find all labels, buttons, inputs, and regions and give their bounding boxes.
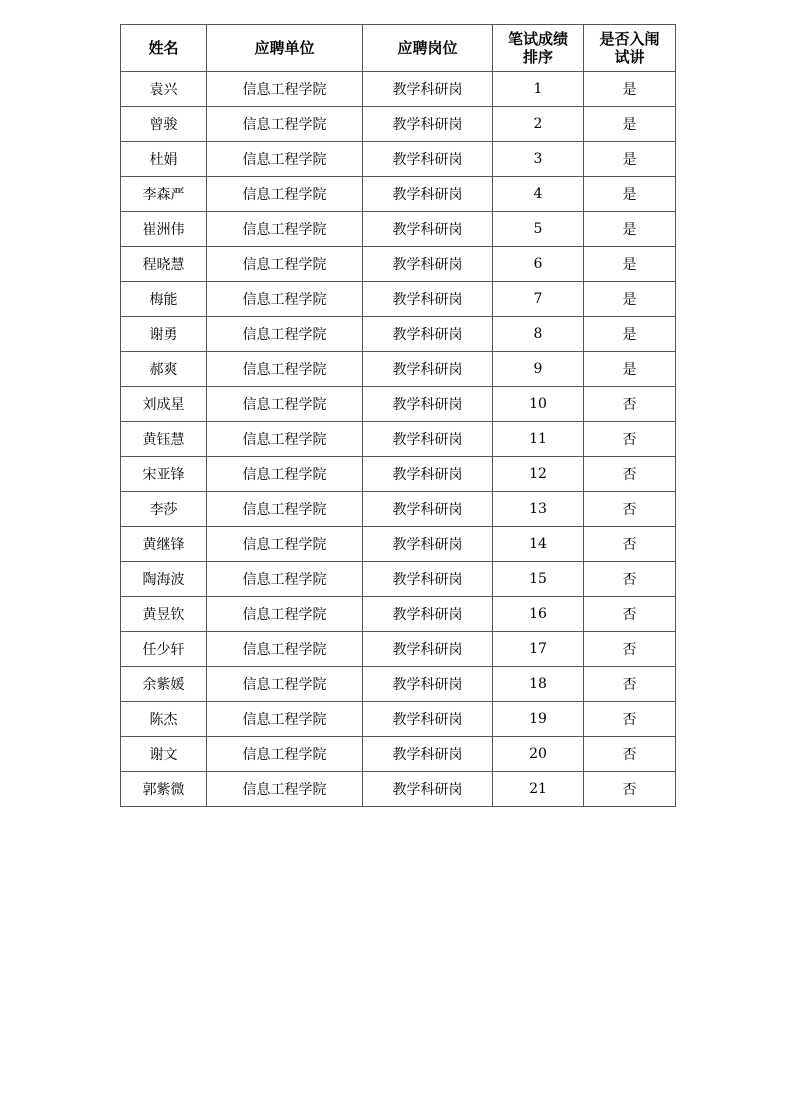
table-row xyxy=(121,177,676,212)
cell-name: 谢勇 xyxy=(121,317,207,352)
table-body xyxy=(121,72,676,807)
header-name: 姓名 xyxy=(121,25,207,72)
cell-interview: 是 xyxy=(584,247,676,282)
results-table xyxy=(120,24,676,807)
table-row xyxy=(121,212,676,247)
cell-name: 陈杰 xyxy=(121,702,207,737)
cell-unit: 信息工程学院 xyxy=(207,352,363,387)
cell-position: 教学科研岗 xyxy=(363,597,493,632)
cell-name: 黄昱钦 xyxy=(121,597,207,632)
cell-position: 教学科研岗 xyxy=(363,492,493,527)
cell-name: 李森严 xyxy=(121,177,207,212)
cell-position: 教学科研岗 xyxy=(363,702,493,737)
cell-name: 余紫媛 xyxy=(121,667,207,702)
table-row xyxy=(121,457,676,492)
cell-unit: 信息工程学院 xyxy=(207,702,363,737)
cell-unit: 信息工程学院 xyxy=(207,317,363,352)
cell-rank: 21 xyxy=(493,772,584,807)
cell-position: 教学科研岗 xyxy=(363,422,493,457)
cell-unit: 信息工程学院 xyxy=(207,177,363,212)
table-row xyxy=(121,422,676,457)
cell-unit: 信息工程学院 xyxy=(207,737,363,772)
cell-interview: 否 xyxy=(584,632,676,667)
cell-rank: 12 xyxy=(493,457,584,492)
cell-interview: 否 xyxy=(584,597,676,632)
cell-position: 教学科研岗 xyxy=(363,72,493,107)
cell-interview: 否 xyxy=(584,422,676,457)
cell-unit: 信息工程学院 xyxy=(207,667,363,702)
cell-unit: 信息工程学院 xyxy=(207,457,363,492)
cell-rank: 10 xyxy=(493,387,584,422)
cell-interview: 否 xyxy=(584,562,676,597)
cell-rank: 6 xyxy=(493,247,584,282)
cell-interview: 是 xyxy=(584,142,676,177)
cell-interview: 否 xyxy=(584,702,676,737)
cell-name: 李莎 xyxy=(121,492,207,527)
header-exam-rank xyxy=(493,25,584,72)
cell-interview: 否 xyxy=(584,737,676,772)
cell-name: 黄继锋 xyxy=(121,527,207,562)
cell-name: 黄钰慧 xyxy=(121,422,207,457)
cell-rank: 18 xyxy=(493,667,584,702)
cell-position: 教学科研岗 xyxy=(363,247,493,282)
cell-unit: 信息工程学院 xyxy=(207,562,363,597)
cell-unit: 信息工程学院 xyxy=(207,632,363,667)
cell-name: 任少轩 xyxy=(121,632,207,667)
cell-name: 刘成星 xyxy=(121,387,207,422)
cell-rank: 9 xyxy=(493,352,584,387)
cell-position: 教学科研岗 xyxy=(363,107,493,142)
table-row xyxy=(121,597,676,632)
cell-rank: 7 xyxy=(493,282,584,317)
table-row xyxy=(121,107,676,142)
header-exam-rank-line1: 笔试成绩 xyxy=(507,30,568,48)
table-row xyxy=(121,72,676,107)
cell-position: 教学科研岗 xyxy=(363,317,493,352)
table-row xyxy=(121,702,676,737)
cell-unit: 信息工程学院 xyxy=(207,142,363,177)
cell-rank: 13 xyxy=(493,492,584,527)
table-row xyxy=(121,317,676,352)
cell-position: 教学科研岗 xyxy=(363,142,493,177)
cell-rank: 11 xyxy=(493,422,584,457)
table-row xyxy=(121,737,676,772)
cell-rank: 15 xyxy=(493,562,584,597)
cell-interview: 是 xyxy=(584,177,676,212)
cell-name: 曾骏 xyxy=(121,107,207,142)
cell-unit: 信息工程学院 xyxy=(207,597,363,632)
table-row xyxy=(121,527,676,562)
cell-rank: 4 xyxy=(493,177,584,212)
cell-position: 教学科研岗 xyxy=(363,282,493,317)
cell-position: 教学科研岗 xyxy=(363,387,493,422)
cell-unit: 信息工程学院 xyxy=(207,527,363,562)
cell-unit: 信息工程学院 xyxy=(207,387,363,422)
cell-name: 程晓慧 xyxy=(121,247,207,282)
cell-interview: 是 xyxy=(584,352,676,387)
cell-position: 教学科研岗 xyxy=(363,737,493,772)
cell-unit: 信息工程学院 xyxy=(207,772,363,807)
cell-unit: 信息工程学院 xyxy=(207,422,363,457)
cell-name: 杜娟 xyxy=(121,142,207,177)
table-row xyxy=(121,632,676,667)
cell-name: 郝爽 xyxy=(121,352,207,387)
cell-name: 袁兴 xyxy=(121,72,207,107)
cell-position: 教学科研岗 xyxy=(363,527,493,562)
cell-interview: 否 xyxy=(584,457,676,492)
cell-rank: 1 xyxy=(493,72,584,107)
cell-rank: 3 xyxy=(493,142,584,177)
cell-position: 教学科研岗 xyxy=(363,562,493,597)
table-row xyxy=(121,562,676,597)
cell-position: 教学科研岗 xyxy=(363,667,493,702)
cell-rank: 16 xyxy=(493,597,584,632)
cell-unit: 信息工程学院 xyxy=(207,492,363,527)
table-row xyxy=(121,772,676,807)
cell-interview: 否 xyxy=(584,772,676,807)
table-row xyxy=(121,352,676,387)
header-interview xyxy=(584,25,676,72)
cell-interview: 是 xyxy=(584,212,676,247)
cell-position: 教学科研岗 xyxy=(363,212,493,247)
table-row xyxy=(121,667,676,702)
cell-interview: 否 xyxy=(584,492,676,527)
cell-interview: 否 xyxy=(584,527,676,562)
cell-unit: 信息工程学院 xyxy=(207,247,363,282)
header-unit: 应聘单位 xyxy=(207,25,363,72)
cell-position: 教学科研岗 xyxy=(363,457,493,492)
table-row xyxy=(121,247,676,282)
header-exam-rank-line2: 排序 xyxy=(522,48,553,66)
cell-interview: 是 xyxy=(584,282,676,317)
cell-rank: 17 xyxy=(493,632,584,667)
cell-position: 教学科研岗 xyxy=(363,772,493,807)
header-position: 应聘岗位 xyxy=(363,25,493,72)
cell-rank: 14 xyxy=(493,527,584,562)
table-row xyxy=(121,387,676,422)
header-interview-line1: 是否入闱 xyxy=(599,30,660,48)
cell-position: 教学科研岗 xyxy=(363,632,493,667)
cell-rank: 5 xyxy=(493,212,584,247)
cell-rank: 8 xyxy=(493,317,584,352)
cell-unit: 信息工程学院 xyxy=(207,72,363,107)
cell-name: 梅能 xyxy=(121,282,207,317)
cell-name: 郭紫微 xyxy=(121,772,207,807)
header-row xyxy=(121,25,676,72)
table-row xyxy=(121,142,676,177)
cell-interview: 是 xyxy=(584,72,676,107)
cell-unit: 信息工程学院 xyxy=(207,212,363,247)
cell-position: 教学科研岗 xyxy=(363,352,493,387)
table-row xyxy=(121,282,676,317)
cell-rank: 20 xyxy=(493,737,584,772)
cell-name: 谢文 xyxy=(121,737,207,772)
cell-name: 陶海波 xyxy=(121,562,207,597)
cell-interview: 否 xyxy=(584,387,676,422)
cell-unit: 信息工程学院 xyxy=(207,282,363,317)
header-interview-line2: 试讲 xyxy=(614,48,645,66)
cell-interview: 是 xyxy=(584,317,676,352)
table-row xyxy=(121,492,676,527)
table-header xyxy=(121,25,676,72)
cell-unit: 信息工程学院 xyxy=(207,107,363,142)
cell-rank: 2 xyxy=(493,107,584,142)
cell-position: 教学科研岗 xyxy=(363,177,493,212)
cell-name: 宋亚锋 xyxy=(121,457,207,492)
cell-interview: 否 xyxy=(584,667,676,702)
cell-interview: 是 xyxy=(584,107,676,142)
cell-rank: 19 xyxy=(493,702,584,737)
cell-name: 崔洲伟 xyxy=(121,212,207,247)
